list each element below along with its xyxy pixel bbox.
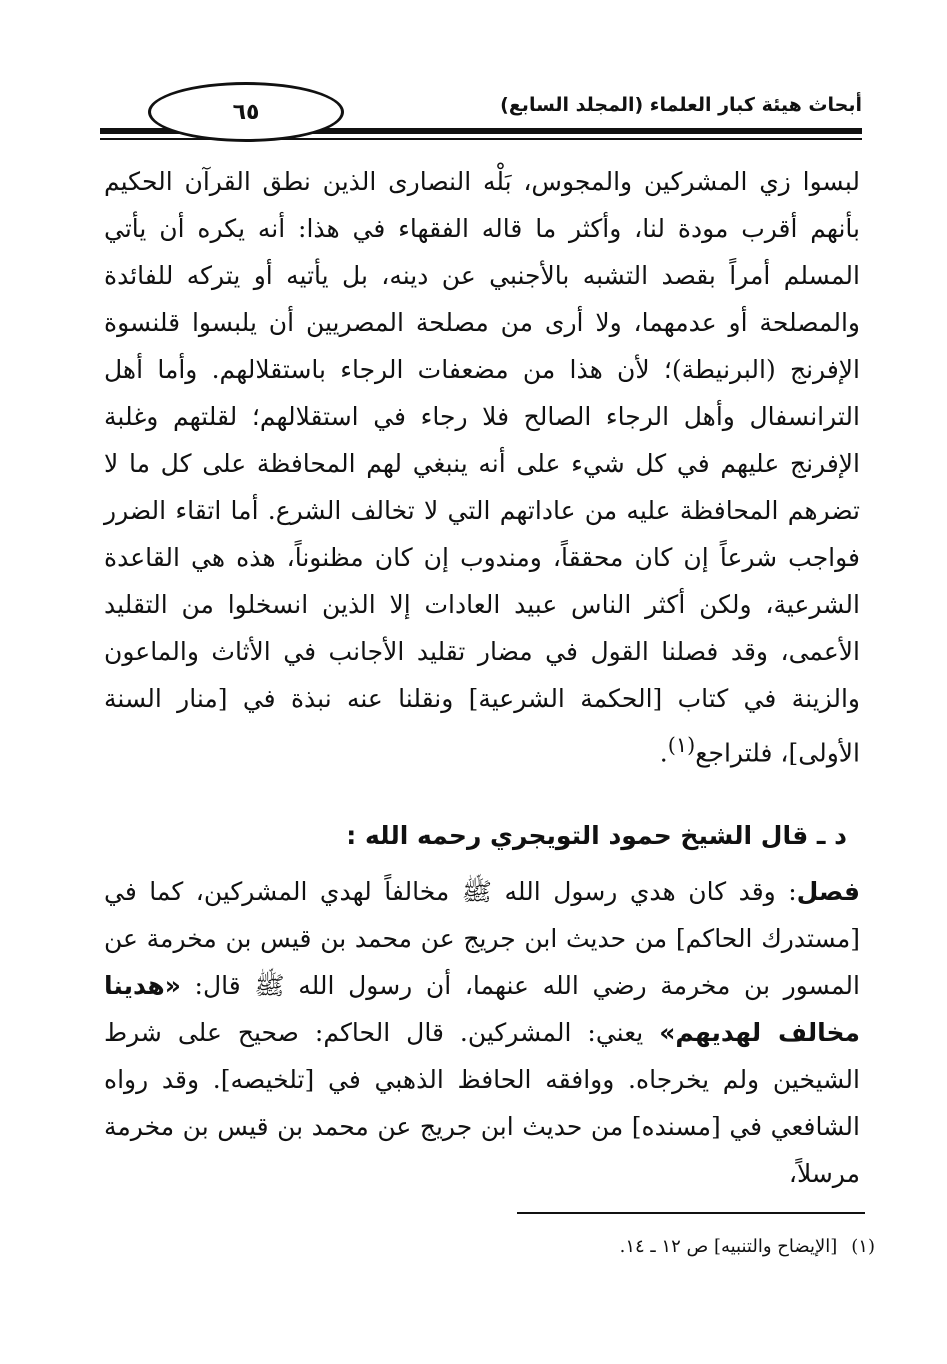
page-header [100, 68, 862, 148]
paragraph-2-text-b: يعني: المشركين. قال الحاكم: صحيح على شرط الشيخين ولم يخرجاه. ووافقه الحافظ الذهبي في [تلخيصه]. وقد رواه الشافعي في [مسنده] من حديث ابن جريج عن محمد بن قيس بن مخرمة مرسلاً، [104, 1018, 860, 1188]
hadith-quote: «هدينا مخالف لهديهم» [104, 971, 860, 1047]
paragraph-2 [104, 868, 860, 1197]
running-header-title: أبحاث هيئة كبار العلماء (المجلد السابع) [500, 94, 862, 116]
footnote-separator [517, 1212, 865, 1214]
footnote-text: [الإيضاح والتنبيه] ص ١٢ ـ ١٤. [619, 1236, 838, 1257]
footnote-marker: (١) [667, 733, 696, 757]
paragraph-1-text: لبسوا زي المشركين والمجوس، بَلْه النصارى الذين نطق القرآن الحكيم بأنهم أقرب مودة لنا، وأكثر ما قاله الفقهاء في هذا: أنه يكره أن يأتي المسلم أمراً بقصد التشبه بالأجنبي عن دينه، بل يأتيه أو يتركه للفائدة والمصلحة أو عدمهما، ولا أرى من مصلحة المصريين أن يلبسوا قلنسوة الإفرنج (البرنيطة)؛ لأن هذا من مضعفات الرجاء باستقلالهم. وأما أهل الترانسفال وأهل الرجاء الصالح فلا رجاء في استقلالهم؛ لقلتهم وغلبة الإفرنج عليهم في كل شيء على أنه ينبغي لهم المحافظة على كل ما لا تضرهم المحافظة عليه من عاداتهم التي لا تخالف الشرع. أما اتقاء الضرر فواجب شرعاً إن كان محققاً، ومندوب إن كان مظنوناً، هذه هي القاعدة الشرعية، ولكن أكثر الناس عبيد العادات إلا الذين انسخلوا من التقليد الأعمى، وقد فصلنا القول في مضار تقليد الأجانب في الأثاث والماعون والزينة في كتاب [الحكمة الشرعية] ونقلنا عنه نبذة في [منار السنة الأولى]، فلتراجع [104, 167, 860, 768]
paragraph-2-text-a: : وقد كان هدي رسول الله ﷺ مخالفاً لهدي المشركين، كما في [مستدرك الحاكم] من حديث ابن جريج عن محمد بن قيس بن مخرمة عن المسور بن مخرمة رضي الله عنهما، أن رسول الله ﷺ قال: [104, 877, 860, 1000]
paragraph-1-end: . [659, 738, 668, 768]
paragraph-2-label: فصل [796, 877, 860, 906]
section-heading: د ـ قال الشيخ حمود التويجري رحمه الله : [346, 821, 847, 850]
page-number-oval [148, 82, 344, 142]
paragraph-1 [104, 158, 860, 776]
footnote [620, 1236, 875, 1257]
footnote-number: (١) [851, 1236, 875, 1257]
page-number: ٦٥ [232, 99, 260, 125]
